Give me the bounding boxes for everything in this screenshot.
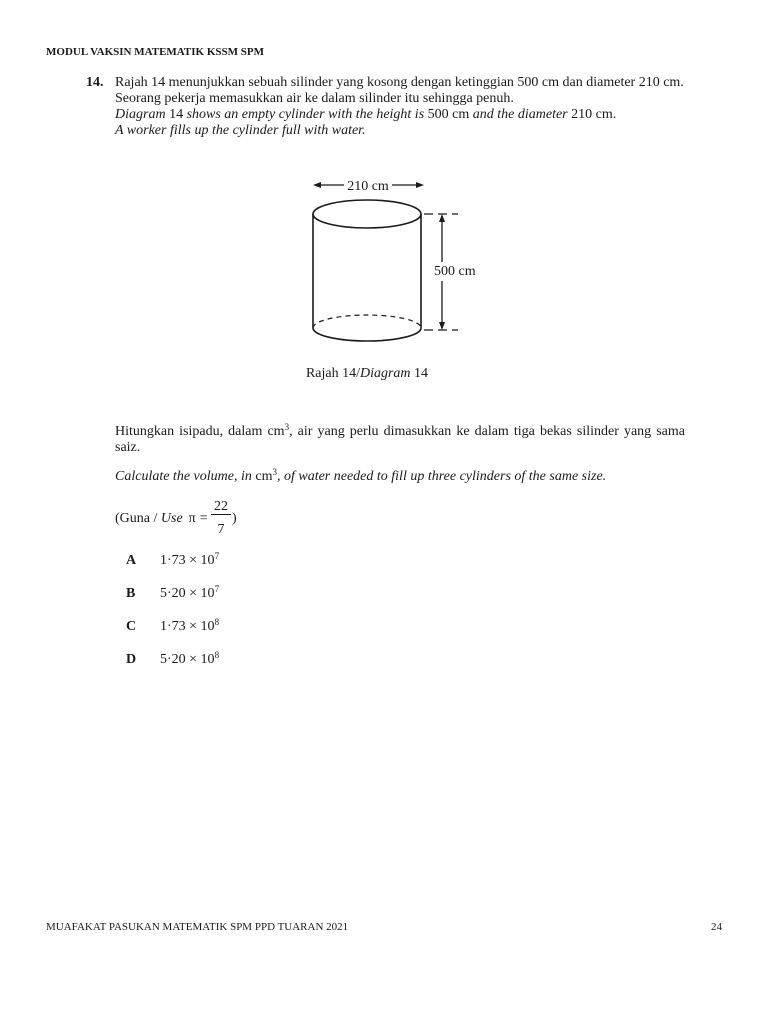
footer-organisation: MUAFAKAT PASUKAN MATEMATIK SPM PPD TUARAN 2021	[46, 921, 349, 933]
option-exponent: 8	[214, 617, 220, 627]
option-a	[126, 553, 219, 569]
intro-en-seg-2: 14	[169, 107, 184, 122]
task-en-superscript: 3	[272, 467, 277, 477]
caption-en: Diagram	[359, 366, 411, 381]
intro-en-seg-3: shows an empty cylinder with the height is	[186, 107, 425, 122]
task-en	[115, 469, 606, 485]
option-letter: B	[126, 586, 136, 601]
cylinder-bottom-back	[313, 315, 421, 328]
option-b	[126, 586, 219, 602]
intro-ms-line-1: Rajah 14 menunjukkan sebuah silinder yang kosong dengan ketinggian 500 cm dan diameter 210 cm.	[115, 75, 684, 90]
diameter-label: 210 cm	[347, 179, 389, 194]
task-en-before: Calculate the volume, in	[115, 469, 252, 484]
intro-en-seg-5: and the diameter	[472, 107, 568, 122]
option-value: 5·20 × 10	[160, 586, 215, 601]
fraction-numerator: 22	[214, 499, 228, 514]
task-en-unit: cm	[255, 469, 273, 484]
task-ms	[115, 424, 685, 456]
page-number: 24	[711, 921, 722, 933]
task-ms-superscript: 3	[284, 422, 290, 432]
option-value: 1·73 × 10	[160, 619, 215, 634]
option-value: 1·73 × 10	[160, 553, 215, 568]
caption-number: 14	[414, 366, 429, 381]
pi-hint	[115, 511, 208, 527]
intro-en-line-1	[115, 107, 684, 123]
intro-ms-line-2: Seorang pekerja memasukkan air ke dalam silinder itu sehingga penuh.	[115, 91, 514, 106]
intro-en-seg-1: Diagram	[115, 107, 166, 122]
hint-use: Use	[160, 511, 183, 526]
cylinder-shape	[313, 200, 421, 341]
fraction-denominator: 7	[217, 522, 225, 537]
pi-symbol: π	[188, 511, 196, 526]
question-number: 14.	[86, 75, 104, 90]
option-letter: C	[126, 619, 137, 634]
fraction-bar	[211, 514, 231, 515]
option-exponent: 8	[214, 650, 220, 660]
intro-en-seg-4: 500 cm	[427, 107, 470, 122]
cylinder-bottom-front	[313, 328, 421, 341]
diagram-caption	[267, 366, 467, 382]
equals-sign: =	[199, 511, 208, 526]
cylinder-diagram	[300, 170, 490, 345]
cylinder-top	[313, 200, 421, 228]
option-exponent: 7	[214, 584, 220, 594]
task-ms-after: , air yang perlu dimasukkan ke dalam tiga bekas silinder yang sama saiz.	[115, 424, 686, 455]
question-intro	[115, 75, 684, 139]
option-exponent: 7	[214, 551, 220, 561]
hint-guna: (Guna /	[115, 511, 158, 526]
option-letter: A	[126, 553, 137, 568]
module-title: MODUL VAKSIN MATEMATIK KSSM SPM	[46, 46, 264, 58]
option-d	[126, 652, 219, 668]
option-value: 5·20 × 10	[160, 652, 215, 667]
task-en-after: , of water needed to fill up three cylinders of the same size.	[276, 469, 607, 484]
caption-ms: Rajah 14/	[305, 366, 360, 381]
option-c	[126, 619, 219, 635]
option-letter: D	[126, 652, 137, 667]
intro-en-line-2: A worker fills up the cylinder full with water.	[115, 123, 366, 138]
intro-en-seg-6: 210 cm.	[571, 107, 617, 122]
task-ms-before: Hitungkan isipadu, dalam cm	[115, 424, 285, 439]
height-label: 500 cm	[434, 264, 476, 279]
hint-close-paren: )	[232, 511, 237, 526]
